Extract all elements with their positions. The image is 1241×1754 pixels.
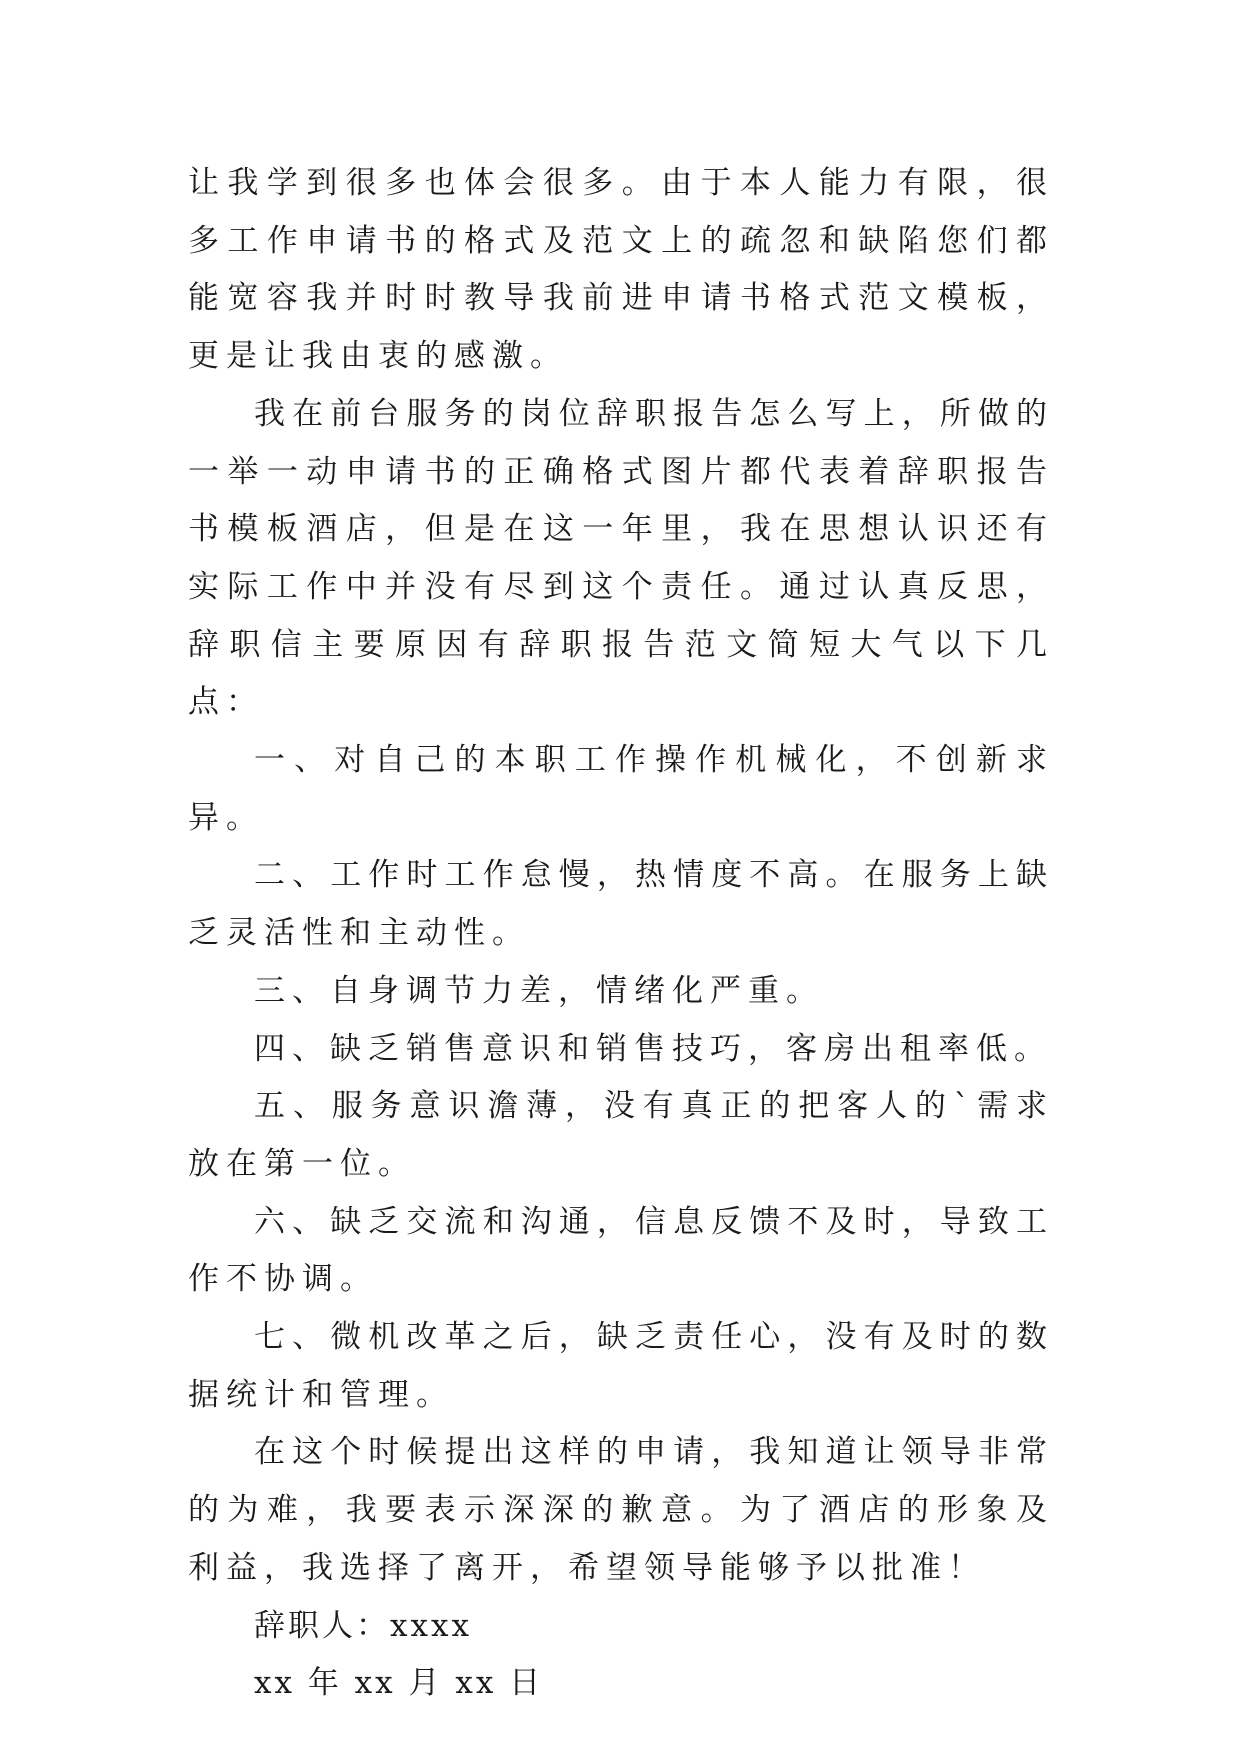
signature-date: xx 年 xx 月 xx 日 (254, 1665, 544, 1702)
paragraph-reasons-intro: 我在前台服务的岗位辞职报告怎么写上，所做的一举一动申请书的正确格式图片都代表着辞职报告书模板酒店，但是在这一年里，我在思想认识还有实际工作中并没有尽到这个责任。通过认真反思，辞职信主要原因有辞职报告范文简短大气以下几点： (188, 395, 1054, 721)
list-item-reason-7: 七、微机改革之后，缺乏责任心，没有及时的数据统计和管理。 (188, 1319, 1054, 1413)
document-body (188, 155, 1054, 1713)
list-item-reason-2: 二、工作时工作怠慢，热情度不高。在服务上缺乏灵活性和主动性。 (188, 857, 1054, 952)
paragraph-closing-request: 在这个时候提出这样的申请，我知道让领导非常的为难，我要表示深深的歉意。为了酒店的形象及利益，我选择了离开，希望领导能够予以批准！ (188, 1434, 1054, 1586)
list-item-reason-5: 五、服务意识澹薄，没有真正的把客人的`需求放在第一位。 (188, 1088, 1054, 1182)
list-item-reason-3: 三、自身调节力差，情绪化严重。 (254, 972, 824, 1009)
list-item-reason-6: 六、缺乏交流和沟通，信息反馈不及时，导致工作不协调。 (188, 1203, 1054, 1298)
list-item-reason-4: 四、缺乏销售意识和销售技巧，客房出租率低。 (254, 1030, 1052, 1067)
paragraph-continuation: 让我学到很多也体会很多。由于本人能力有限，很多工作申请书的格式及范文上的疏忽和缺陷您们都能宽容我并时时教导我前进申请书格式范文模板，更是让我由衷的感激。 (188, 165, 1054, 375)
signature-resigner: 辞职人：xxxx (254, 1607, 472, 1644)
list-item-reason-1: 一、对自己的本职工作操作机械化，不创新求异。 (188, 742, 1054, 836)
